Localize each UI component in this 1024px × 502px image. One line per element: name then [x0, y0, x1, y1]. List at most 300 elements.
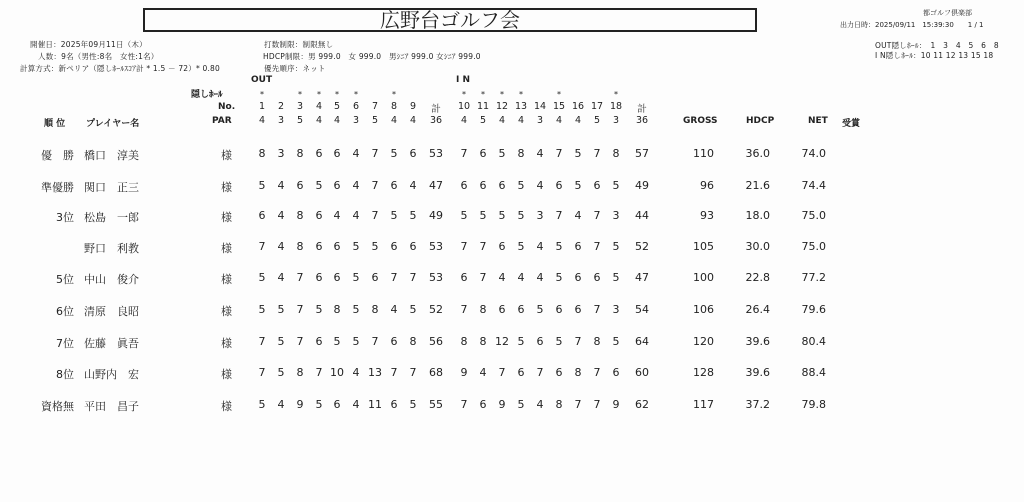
hidden-hole-marker: * — [462, 90, 466, 99]
score-cell: 6 — [333, 398, 341, 411]
score-cell: 6 — [460, 179, 468, 192]
score-cell: 6 — [593, 271, 601, 284]
score-cell: 4 — [536, 179, 544, 192]
hole-number: 12 — [495, 101, 509, 112]
score-cell: 8 — [258, 147, 266, 160]
net-score: 79.8 — [801, 398, 826, 411]
score-cell: 7 — [460, 147, 468, 160]
hole-number: 1 — [258, 101, 266, 112]
hole-par: 3 — [612, 115, 620, 126]
score-cell: 10 — [330, 366, 344, 379]
rank: 準優勝 — [41, 181, 74, 194]
score-cell: 9 — [296, 398, 304, 411]
stroke-limit: 打数制限：制限無し — [264, 40, 334, 49]
net-score: 74.0 — [801, 147, 826, 160]
out-total: 53 — [429, 240, 443, 253]
score-cell: 5 — [517, 240, 525, 253]
in-total: 44 — [635, 209, 649, 222]
hidden-hole-marker: * — [392, 90, 396, 99]
score-cell: 7 — [574, 335, 582, 348]
out-total: 53 — [429, 271, 443, 284]
score-cell: 7 — [258, 335, 266, 348]
out-hidden-holes: OUT隠しﾎｰﾙ： 1 3 4 5 6 8 — [875, 41, 999, 50]
score-cell: 5 — [333, 335, 341, 348]
score-cell: 6 — [390, 179, 398, 192]
score-cell: 5 — [315, 179, 323, 192]
player-name: 平田 昌子 — [84, 400, 139, 413]
score-cell: 5 — [555, 240, 563, 253]
hidden-hole-marker: * — [298, 90, 302, 99]
score-cell: 6 — [479, 147, 487, 160]
hole-number: 4 — [315, 101, 323, 112]
hole-number: 17 — [590, 101, 604, 112]
out-total: 49 — [429, 209, 443, 222]
score-cell: 4 — [536, 147, 544, 160]
score-cell: 6 — [315, 271, 323, 284]
gross-score: 93 — [700, 209, 714, 222]
score-cell: 6 — [479, 179, 487, 192]
page-title-box — [143, 8, 757, 32]
hidden-hole-marker: * — [335, 90, 339, 99]
score-cell: 4 — [352, 366, 360, 379]
score-cell: 7 — [498, 366, 506, 379]
honorific: 様 — [221, 368, 232, 381]
player-name: 野口 利教 — [84, 242, 139, 255]
score-cell: 5 — [409, 303, 417, 316]
score-cell: 8 — [479, 303, 487, 316]
handicap: 30.0 — [745, 240, 770, 253]
score-cell: 3 — [536, 209, 544, 222]
page-title: 広野台ゴルフ会 — [380, 8, 520, 32]
score-cell: 9 — [612, 398, 620, 411]
score-cell: 6 — [315, 240, 323, 253]
score-cell: 6 — [498, 179, 506, 192]
score-cell: 6 — [612, 366, 620, 379]
hole-no-label: No. — [218, 102, 236, 112]
hole-number: 16 — [571, 101, 585, 112]
event-date: 開催日：2025年09月11日（木） — [30, 40, 147, 49]
hdcp-header: HDCP — [746, 116, 775, 126]
score-cell: 7 — [479, 240, 487, 253]
score-cell: 5 — [409, 398, 417, 411]
score-cell: 5 — [517, 209, 525, 222]
gross-score: 110 — [693, 147, 714, 160]
score-cell: 7 — [371, 335, 379, 348]
in-par-total: 36 — [635, 115, 649, 126]
score-cell: 7 — [555, 209, 563, 222]
score-cell: 6 — [333, 147, 341, 160]
hidden-hole-marker: * — [614, 90, 618, 99]
score-cell: 7 — [371, 209, 379, 222]
out-total: 47 — [429, 179, 443, 192]
handicap: 39.6 — [745, 335, 770, 348]
score-cell: 7 — [593, 240, 601, 253]
score-cell: 7 — [593, 147, 601, 160]
handicap: 39.6 — [745, 366, 770, 379]
hole-par: 4 — [333, 115, 341, 126]
hole-par: 4 — [258, 115, 266, 126]
handicap: 37.2 — [745, 398, 770, 411]
score-cell: 6 — [498, 240, 506, 253]
hole-number: 3 — [296, 101, 304, 112]
score-cell: 5 — [315, 303, 323, 316]
score-cell: 7 — [593, 209, 601, 222]
rank: 7位 — [56, 337, 74, 350]
score-cell: 5 — [352, 271, 360, 284]
score-cell: 6 — [536, 335, 544, 348]
score-cell: 4 — [352, 179, 360, 192]
score-cell: 5 — [371, 240, 379, 253]
score-cell: 5 — [409, 209, 417, 222]
award-header: 受賞 — [842, 119, 861, 129]
gross-score: 100 — [693, 271, 714, 284]
score-cell: 9 — [460, 366, 468, 379]
score-cell: 8 — [612, 147, 620, 160]
gross-header: GROSS — [683, 116, 718, 126]
score-cell: 6 — [390, 335, 398, 348]
handicap: 26.4 — [745, 303, 770, 316]
score-cell: 4 — [409, 179, 417, 192]
hole-number: 13 — [514, 101, 528, 112]
score-cell: 7 — [593, 366, 601, 379]
honorific: 様 — [221, 242, 232, 255]
hole-par: 5 — [296, 115, 304, 126]
score-cell: 8 — [555, 398, 563, 411]
score-cell: 6 — [315, 147, 323, 160]
score-cell: 6 — [333, 179, 341, 192]
net-score: 79.6 — [801, 303, 826, 316]
hidden-hole-marker: * — [481, 90, 485, 99]
score-cell: 6 — [593, 179, 601, 192]
hidden-hole-marker: * — [500, 90, 504, 99]
score-cell: 4 — [536, 271, 544, 284]
score-cell: 5 — [574, 179, 582, 192]
player-header: プレイヤー名 — [86, 119, 140, 129]
gross-score: 96 — [700, 179, 714, 192]
score-cell: 5 — [390, 147, 398, 160]
player-name: 関口 正三 — [84, 181, 139, 194]
player-name: 橋口 淳美 — [84, 149, 139, 162]
hole-par: 4 — [574, 115, 582, 126]
hole-par: 4 — [390, 115, 398, 126]
score-cell: 8 — [479, 335, 487, 348]
score-cell: 4 — [277, 240, 285, 253]
hole-par: 4 — [517, 115, 525, 126]
score-cell: 7 — [371, 147, 379, 160]
score-cell: 6 — [555, 303, 563, 316]
honorific: 様 — [221, 337, 232, 350]
score-cell: 4 — [352, 209, 360, 222]
score-cell: 5 — [277, 303, 285, 316]
score-cell: 8 — [296, 366, 304, 379]
hole-par: 4 — [409, 115, 417, 126]
participants: 人数：9名（男性:8名 女性:1名） — [38, 52, 159, 61]
hole-number: 15 — [552, 101, 566, 112]
score-cell: 4 — [277, 398, 285, 411]
score-cell: 6 — [574, 271, 582, 284]
score-cell: 8 — [296, 209, 304, 222]
score-cell: 7 — [296, 271, 304, 284]
honorific: 様 — [221, 400, 232, 413]
in-total: 64 — [635, 335, 649, 348]
score-cell: 3 — [612, 303, 620, 316]
score-cell: 4 — [333, 209, 341, 222]
hidden-hole-marker: * — [260, 90, 264, 99]
score-cell: 6 — [333, 240, 341, 253]
score-cell: 5 — [517, 179, 525, 192]
hole-number: 2 — [277, 101, 285, 112]
score-cell: 5 — [258, 303, 266, 316]
honorific: 様 — [221, 305, 232, 318]
score-cell: 5 — [258, 398, 266, 411]
score-cell: 8 — [460, 335, 468, 348]
player-name: 佐藤 眞吾 — [84, 337, 139, 350]
score-cell: 11 — [368, 398, 382, 411]
score-cell: 4 — [352, 398, 360, 411]
score-cell: 6 — [390, 240, 398, 253]
hole-number: 9 — [409, 101, 417, 112]
net-score: 75.0 — [801, 240, 826, 253]
score-cell: 5 — [352, 335, 360, 348]
score-cell: 7 — [555, 147, 563, 160]
score-cell: 4 — [277, 271, 285, 284]
out-total-label: 計 — [431, 104, 441, 115]
hole-par: 5 — [479, 115, 487, 126]
score-cell: 7 — [593, 303, 601, 316]
score-cell: 7 — [371, 179, 379, 192]
in-total: 54 — [635, 303, 649, 316]
net-score: 88.4 — [801, 366, 826, 379]
score-cell: 6 — [517, 303, 525, 316]
score-cell: 8 — [409, 335, 417, 348]
score-cell: 6 — [555, 366, 563, 379]
score-cell: 7 — [258, 240, 266, 253]
score-cell: 4 — [536, 398, 544, 411]
score-cell: 7 — [536, 366, 544, 379]
score-cell: 6 — [479, 398, 487, 411]
hole-number: 14 — [533, 101, 547, 112]
player-name: 山野内 宏 — [84, 368, 139, 381]
hole-number: 7 — [371, 101, 379, 112]
score-cell: 6 — [315, 209, 323, 222]
in-total: 62 — [635, 398, 649, 411]
score-cell: 4 — [277, 209, 285, 222]
score-cell: 4 — [574, 209, 582, 222]
score-cell: 3 — [277, 147, 285, 160]
score-cell: 6 — [333, 271, 341, 284]
score-cell: 5 — [555, 335, 563, 348]
calc-method: 計算方式：新ペリア（隠しﾎｰﾙｽｺｱ計 * 1.5 － 72）* 0.80 — [20, 64, 220, 73]
score-cell: 5 — [517, 398, 525, 411]
hole-par: 5 — [593, 115, 601, 126]
gross-score: 117 — [693, 398, 714, 411]
score-cell: 6 — [258, 209, 266, 222]
score-cell: 6 — [371, 271, 379, 284]
net-score: 77.2 — [801, 271, 826, 284]
hidden-hole-marker: * — [317, 90, 321, 99]
in-label: I N — [456, 75, 471, 85]
out-label: OUT — [251, 75, 273, 85]
priority-order: 優先順序：ネット — [264, 64, 326, 73]
score-cell: 5 — [352, 303, 360, 316]
rank: 5位 — [56, 273, 74, 286]
hole-number: 8 — [390, 101, 398, 112]
score-cell: 5 — [479, 209, 487, 222]
player-name: 中山 俊介 — [84, 273, 139, 286]
score-cell: 6 — [409, 240, 417, 253]
rank: 3位 — [56, 211, 74, 224]
score-cell: 6 — [460, 271, 468, 284]
honorific: 様 — [221, 211, 232, 224]
in-total: 57 — [635, 147, 649, 160]
score-cell: 13 — [368, 366, 382, 379]
score-cell: 5 — [258, 179, 266, 192]
score-cell: 7 — [390, 366, 398, 379]
score-cell: 4 — [498, 271, 506, 284]
score-cell: 5 — [460, 209, 468, 222]
net-score: 74.4 — [801, 179, 826, 192]
score-cell: 7 — [409, 271, 417, 284]
score-cell: 4 — [390, 303, 398, 316]
hole-number: 6 — [352, 101, 360, 112]
gross-score: 106 — [693, 303, 714, 316]
in-total: 47 — [635, 271, 649, 284]
club-name: 都ゴルフ倶楽部 — [923, 9, 972, 17]
score-cell: 7 — [258, 366, 266, 379]
score-cell: 5 — [612, 240, 620, 253]
gross-score: 105 — [693, 240, 714, 253]
honorific: 様 — [221, 273, 232, 286]
score-cell: 6 — [574, 303, 582, 316]
in-total: 60 — [635, 366, 649, 379]
score-cell: 8 — [593, 335, 601, 348]
score-cell: 5 — [574, 147, 582, 160]
hole-par: 4 — [460, 115, 468, 126]
score-cell: 5 — [498, 209, 506, 222]
score-cell: 5 — [277, 335, 285, 348]
score-cell: 7 — [296, 335, 304, 348]
score-cell: 6 — [555, 179, 563, 192]
handicap: 36.0 — [745, 147, 770, 160]
score-cell: 5 — [315, 398, 323, 411]
score-cell: 8 — [517, 147, 525, 160]
hdcp-limit: HDCP制限：男 999.0 女 999.0 男ｼﾆｱ 999.0 女ｼﾆｱ 999.0 — [263, 52, 481, 61]
score-cell: 5 — [612, 271, 620, 284]
score-cell: 4 — [517, 271, 525, 284]
net-header: NET — [808, 116, 828, 126]
rank: 8位 — [56, 368, 74, 381]
score-cell: 7 — [409, 366, 417, 379]
rank-header: 順 位 — [44, 119, 66, 129]
score-cell: 6 — [409, 147, 417, 160]
hidden-hole-marker: * — [557, 90, 561, 99]
score-cell: 5 — [612, 179, 620, 192]
score-cell: 5 — [536, 303, 544, 316]
score-cell: 6 — [517, 366, 525, 379]
score-cell: 4 — [277, 179, 285, 192]
hole-par: 5 — [371, 115, 379, 126]
out-total: 53 — [429, 147, 443, 160]
score-cell: 12 — [495, 335, 509, 348]
rank: 6位 — [56, 305, 74, 318]
net-score: 80.4 — [801, 335, 826, 348]
hidden-hole-marker: * — [519, 90, 523, 99]
score-cell: 4 — [536, 240, 544, 253]
hole-par: 3 — [536, 115, 544, 126]
score-cell: 5 — [277, 366, 285, 379]
in-hidden-holes: I N隠しﾎｰﾙ：10 11 12 13 15 18 — [875, 51, 994, 60]
score-cell: 5 — [352, 240, 360, 253]
handicap: 22.8 — [745, 271, 770, 284]
honorific: 様 — [221, 181, 232, 194]
hole-par: 4 — [555, 115, 563, 126]
honorific: 様 — [221, 149, 232, 162]
net-score: 75.0 — [801, 209, 826, 222]
gross-score: 128 — [693, 366, 714, 379]
score-cell: 7 — [460, 303, 468, 316]
score-cell: 7 — [296, 303, 304, 316]
score-cell: 4 — [479, 366, 487, 379]
score-cell: 8 — [333, 303, 341, 316]
rank: 優 勝 — [41, 149, 74, 162]
in-total: 52 — [635, 240, 649, 253]
score-cell: 6 — [498, 303, 506, 316]
out-total: 52 — [429, 303, 443, 316]
par-label: PAR — [212, 116, 232, 126]
player-name: 清原 良昭 — [84, 305, 139, 318]
out-total: 56 — [429, 335, 443, 348]
score-cell: 6 — [574, 240, 582, 253]
score-cell: 6 — [296, 179, 304, 192]
hole-par: 4 — [315, 115, 323, 126]
hole-number: 18 — [609, 101, 623, 112]
score-cell: 5 — [390, 209, 398, 222]
score-cell: 7 — [390, 271, 398, 284]
hole-number: 5 — [333, 101, 341, 112]
out-total: 55 — [429, 398, 443, 411]
score-cell: 9 — [498, 398, 506, 411]
score-cell: 6 — [390, 398, 398, 411]
output-datetime: 出力日時：2025/09/11 15:39:30 1 / 1 — [840, 21, 984, 29]
score-cell: 4 — [352, 147, 360, 160]
hole-number: 11 — [476, 101, 490, 112]
handicap: 21.6 — [745, 179, 770, 192]
score-cell: 7 — [479, 271, 487, 284]
score-cell: 7 — [460, 240, 468, 253]
score-cell: 5 — [498, 147, 506, 160]
score-cell: 5 — [612, 335, 620, 348]
score-cell: 3 — [612, 209, 620, 222]
score-cell: 8 — [574, 366, 582, 379]
score-cell: 7 — [460, 398, 468, 411]
hole-par: 3 — [277, 115, 285, 126]
rank: 資格無 — [41, 400, 74, 413]
hole-number: 10 — [457, 101, 471, 112]
score-cell: 8 — [296, 147, 304, 160]
score-cell: 7 — [593, 398, 601, 411]
in-total: 49 — [635, 179, 649, 192]
hole-par: 4 — [498, 115, 506, 126]
score-cell: 7 — [574, 398, 582, 411]
hole-par: 3 — [352, 115, 360, 126]
score-cell: 6 — [315, 335, 323, 348]
score-cell: 5 — [555, 271, 563, 284]
score-cell: 7 — [315, 366, 323, 379]
player-name: 松島 一郎 — [84, 211, 139, 224]
gross-score: 120 — [693, 335, 714, 348]
handicap: 18.0 — [745, 209, 770, 222]
in-total-label: 計 — [637, 104, 647, 115]
